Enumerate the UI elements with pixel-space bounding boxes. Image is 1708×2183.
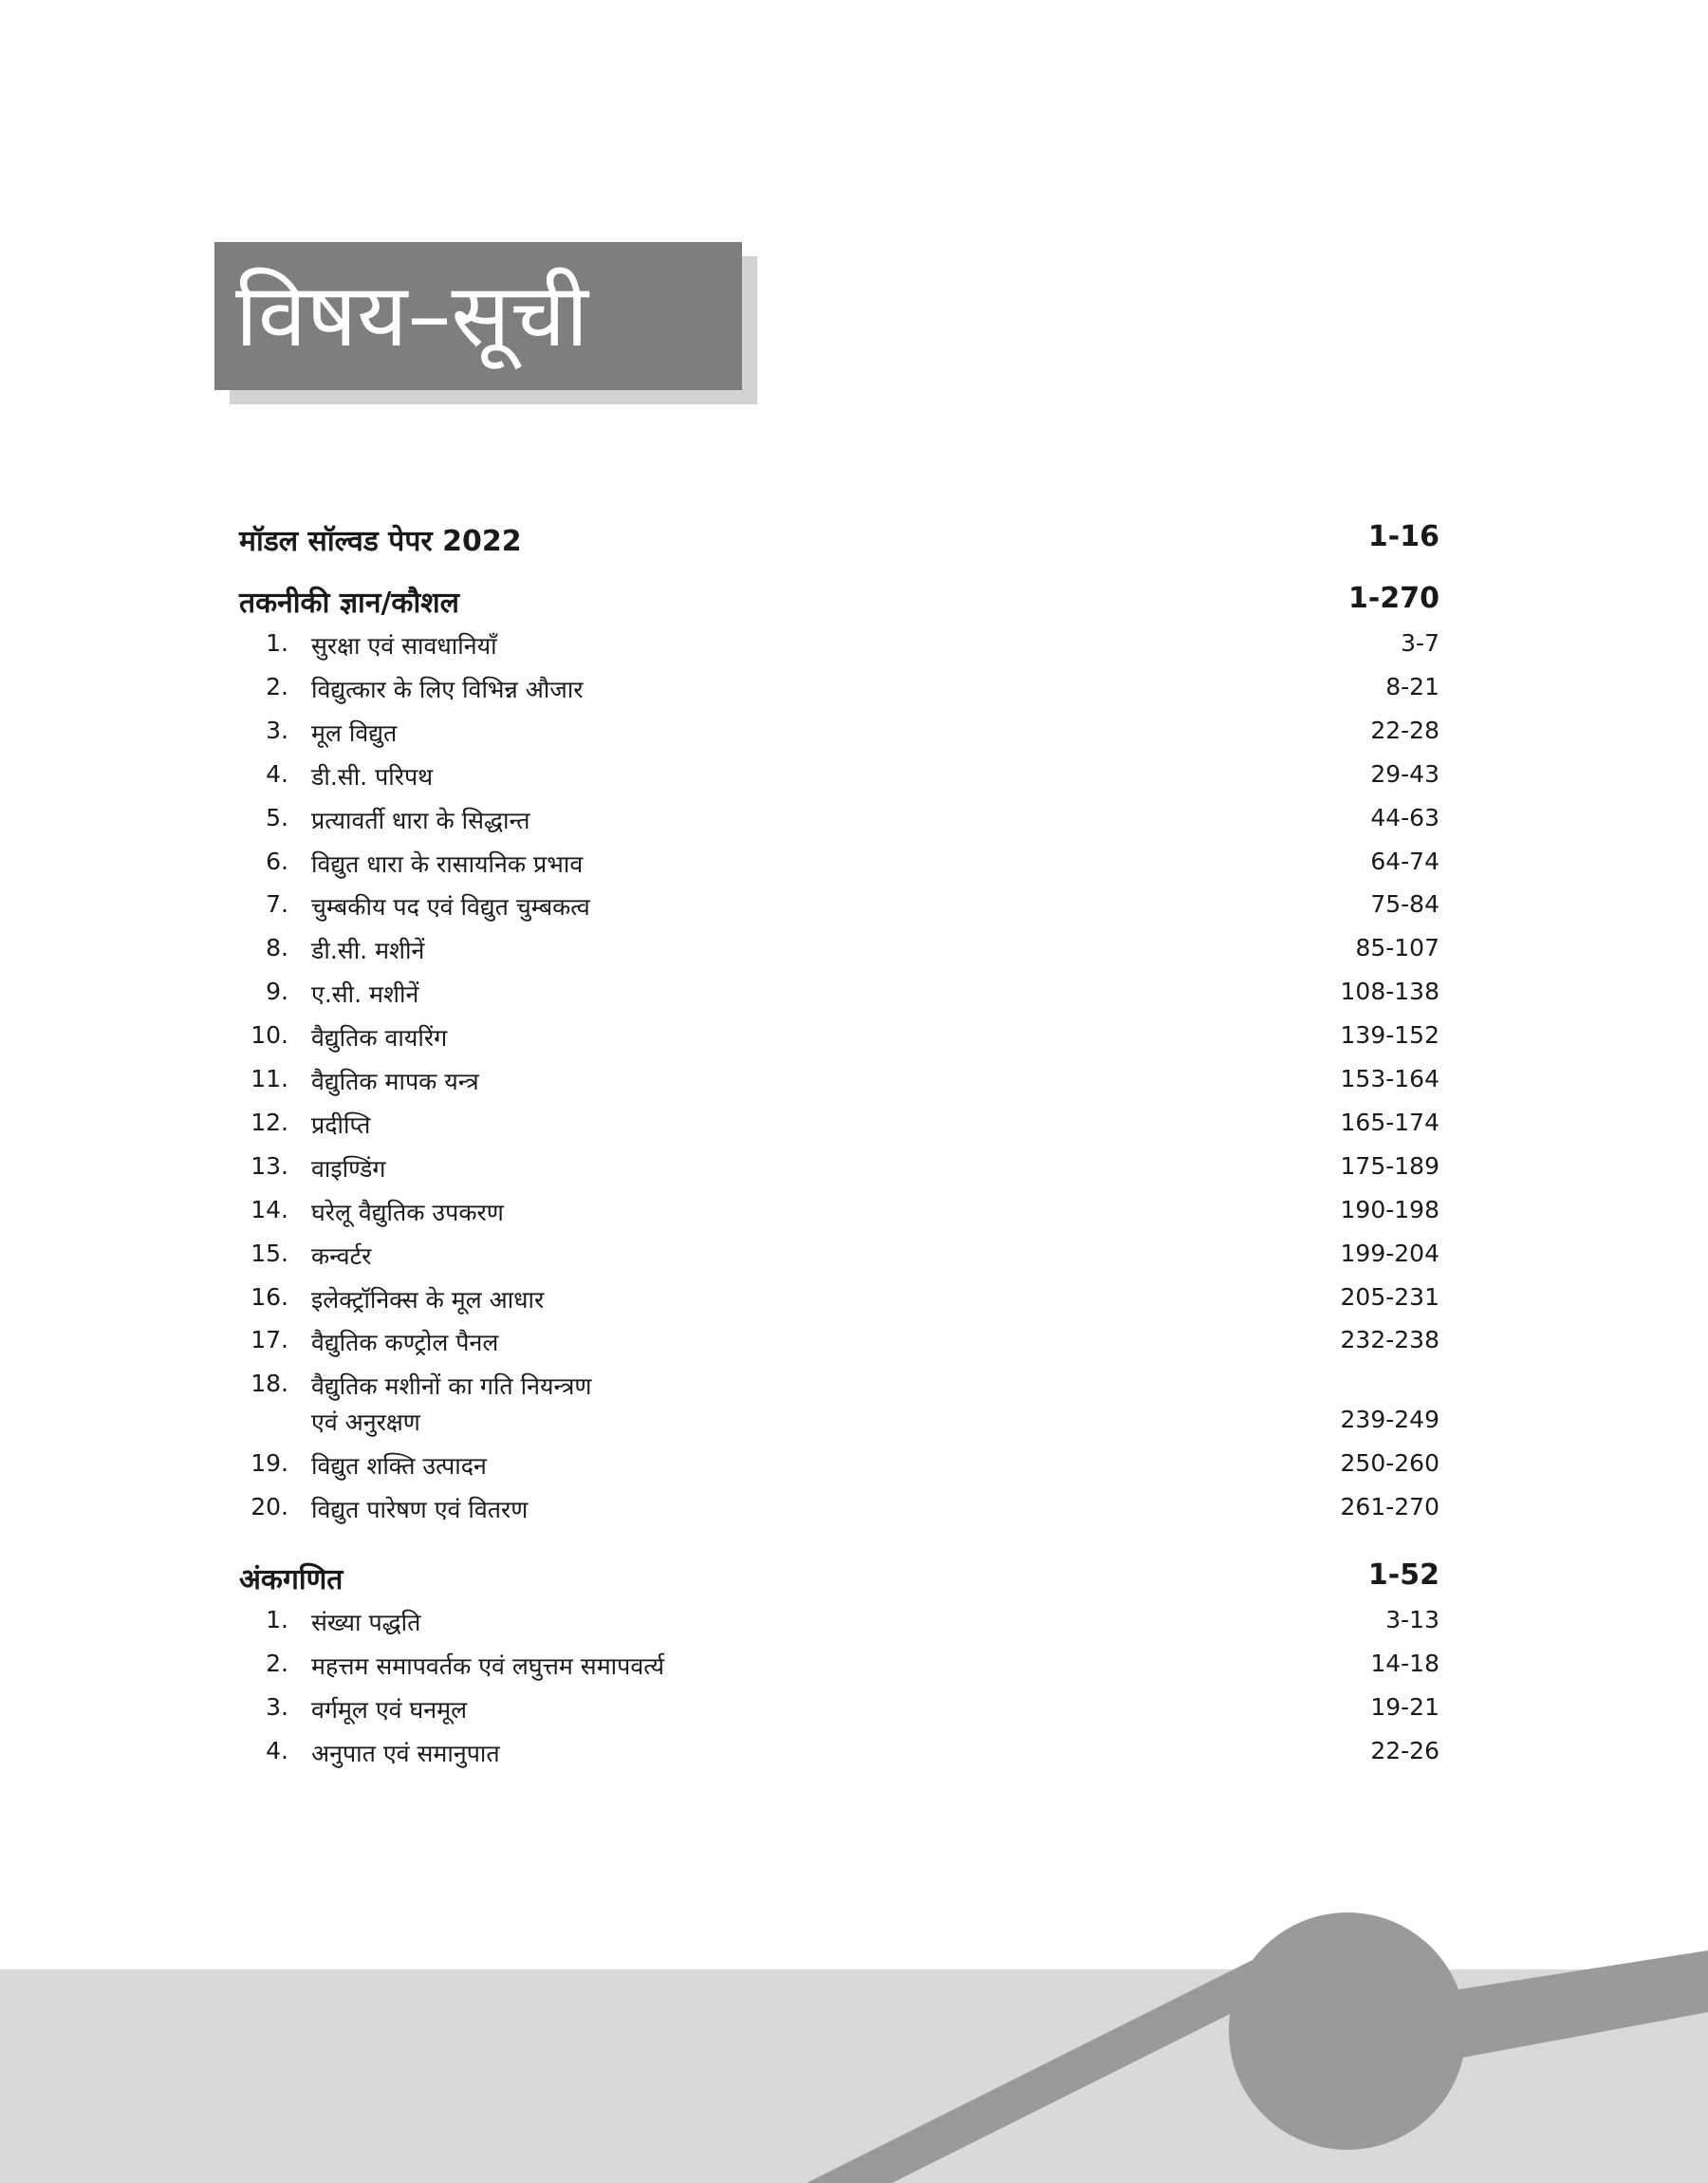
toc-item-label: अनुपात एवं समानुपात — [311, 1739, 500, 1767]
toc-item-number: 10. — [251, 1021, 288, 1050]
toc-item-number: 16. — [251, 1282, 288, 1311]
footer-diagonal-bar — [807, 1955, 1281, 2183]
toc-item-pages: 14-18 — [1370, 1649, 1439, 1677]
toc-item-label: वैद्युतिक कण्ट्रोल पैनल — [311, 1329, 499, 1357]
toc-item-number: 6. — [266, 847, 288, 875]
toc-item-pages: 232-238 — [1340, 1326, 1439, 1354]
toc-item-number: 1. — [266, 629, 288, 657]
toc-item-pages: 165-174 — [1340, 1108, 1439, 1136]
toc-item-pages: 19-21 — [1370, 1692, 1439, 1721]
toc-item-pages: 205-231 — [1340, 1282, 1439, 1311]
toc-item-pages: 44-63 — [1370, 803, 1439, 831]
toc-item-number: 1. — [266, 1606, 288, 1633]
toc-item-label: प्रदीप्ति — [311, 1110, 371, 1139]
toc-item-pages: 75-84 — [1370, 890, 1439, 919]
page-title: विषय–सूची — [214, 242, 742, 390]
footer-circle — [1229, 1912, 1466, 2150]
toc-item-number: 9. — [266, 978, 288, 1006]
toc-item-label: ए.सी. मशीनें — [311, 980, 419, 1009]
toc-item-number: 8. — [266, 934, 288, 962]
toc-item-label: प्रत्यावर्ती धारा के सिद्धान्त — [311, 806, 530, 834]
toc-item-number: 4. — [266, 1736, 288, 1764]
toc-item-number: 17. — [251, 1326, 288, 1354]
toc-item-pages: 199-204 — [1340, 1239, 1439, 1267]
toc-item-pages: 85-107 — [1355, 934, 1439, 962]
toc-item-number: 14. — [251, 1195, 288, 1223]
toc-item-label: विद्युत पारेषण एवं वितरण — [311, 1496, 529, 1524]
toc-item-label: मूल विद्युत — [311, 718, 398, 747]
toc-item-number: 20. — [251, 1493, 288, 1521]
toc-item-label: घरेलू वैद्युतिक उपकरण — [311, 1198, 504, 1226]
toc-item-number: 3. — [266, 1692, 288, 1721]
toc-item-label: वैद्युतिक मापक यन्त्र — [311, 1068, 479, 1095]
section-title: अंकगणित — [239, 1563, 343, 1596]
toc-item-label: विद्युत्कार के लिए विभिन्न औजार — [311, 675, 584, 703]
section-pages: 1-270 — [1348, 582, 1439, 615]
section-pages: 1-52 — [1367, 1558, 1439, 1592]
toc-item-label: विद्युत धारा के रासायनिक प्रभाव — [311, 849, 584, 878]
toc-item-pages: 190-198 — [1340, 1195, 1439, 1223]
toc-item-label: डी.सी. परिपथ — [311, 762, 434, 791]
toc-item-label-continued: एवं अनुरक्षण — [311, 1409, 420, 1437]
toc-item-number: 4. — [266, 759, 288, 788]
toc-item-pages: 22-26 — [1370, 1736, 1439, 1764]
toc-item-pages: 64-74 — [1370, 847, 1439, 875]
toc-item-number: 2. — [266, 1649, 288, 1677]
toc-item-pages: 250-260 — [1340, 1449, 1439, 1478]
toc-item-label: कन्वर्टर — [311, 1241, 372, 1270]
toc-item-pages: 3-7 — [1401, 629, 1439, 657]
toc-item-pages: 29-43 — [1370, 759, 1439, 788]
section-title: मॉडल सॉल्वड पेपर 2022 — [239, 525, 522, 558]
toc-item-pages: 22-28 — [1370, 716, 1439, 744]
toc-item-number: 11. — [251, 1065, 288, 1092]
toc-item-label: संख्या पद्धति — [311, 1609, 421, 1636]
toc-item-pages: 108-138 — [1340, 978, 1439, 1006]
toc-item-label: वैद्युतिक मशीनों का गति नियन्त्रण — [311, 1372, 592, 1401]
toc-item-label: इलेक्ट्रॉनिक्स के मूल आधार — [311, 1285, 545, 1314]
toc-item-label: डी.सी. मशीनें — [311, 937, 425, 965]
toc-item-pages: 239-249 — [1340, 1406, 1439, 1434]
toc-item-label: वैद्युतिक वायरिंग — [311, 1024, 448, 1053]
toc-item-label: चुम्बकीय पद एवं विद्युत चुम्बकत्व — [311, 893, 590, 922]
toc-item-pages: 8-21 — [1385, 672, 1439, 700]
section-pages: 1-16 — [1367, 520, 1439, 553]
toc-item-pages: 175-189 — [1340, 1151, 1439, 1180]
toc-item-label: वाइण्डिंग — [311, 1154, 386, 1183]
toc-item-label: महत्तम समापवर्तक एवं लघुत्तम समापवर्त्य — [311, 1651, 664, 1680]
toc-item-pages: 3-13 — [1385, 1606, 1439, 1633]
toc-item-pages: 139-152 — [1340, 1021, 1439, 1050]
toc-item-number: 3. — [266, 716, 288, 744]
toc-item-number: 7. — [266, 890, 288, 919]
toc-item-number: 5. — [266, 803, 288, 831]
toc-item-label: विद्युत शक्ति उत्पादन — [311, 1452, 487, 1481]
toc-item-number: 19. — [251, 1449, 288, 1478]
toc-item-pages: 261-270 — [1340, 1493, 1439, 1521]
toc-item-number: 18. — [251, 1370, 288, 1398]
toc-item-label: वर्गमूल एवं घनमूल — [311, 1695, 468, 1724]
toc-item-number: 13. — [251, 1151, 288, 1180]
toc-item-pages: 153-164 — [1340, 1065, 1439, 1092]
section-title: तकनीकी ज्ञान/कौशल — [239, 587, 459, 620]
toc-item-number: 2. — [266, 672, 288, 700]
toc-item-number: 15. — [251, 1239, 288, 1267]
toc-item-number: 12. — [251, 1108, 288, 1136]
toc-item-label: सुरक्षा एवं सावधानियाँ — [311, 632, 497, 660]
